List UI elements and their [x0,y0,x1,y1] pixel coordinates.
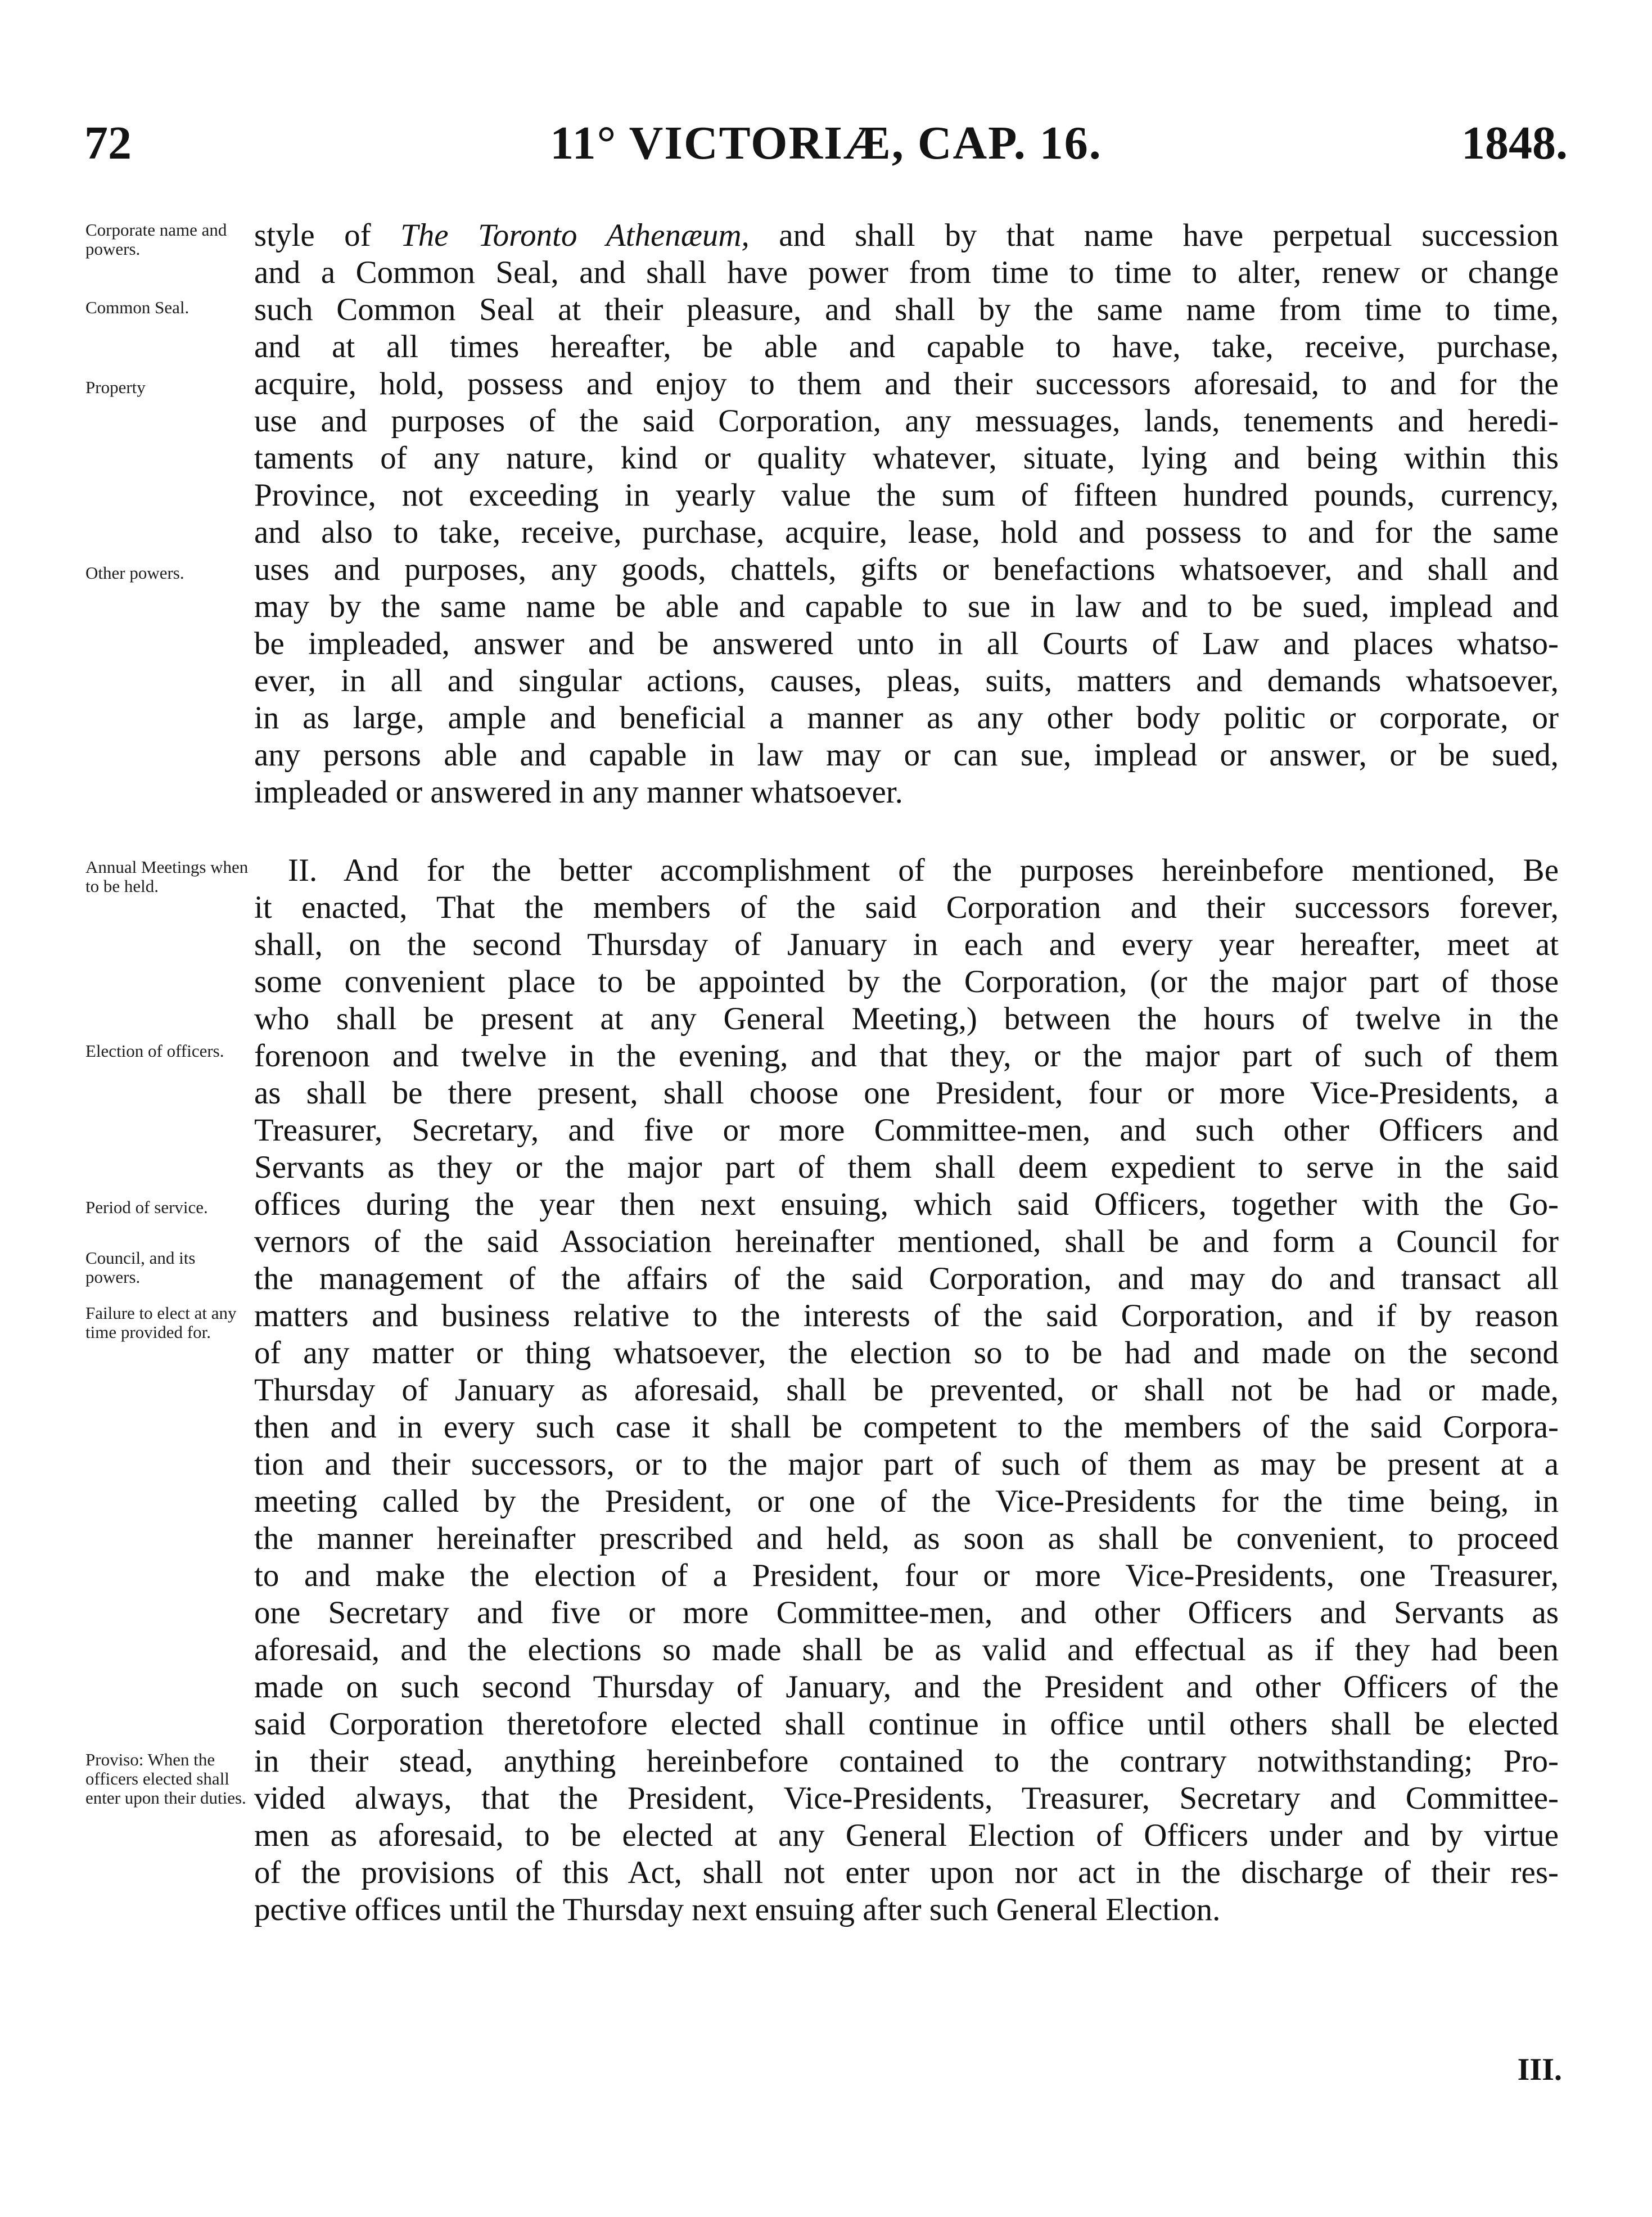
text-line: made on such second Thursday of January, and the President and other Officers of the [254,1669,1559,1705]
text-line: then and in every such case it shall be competent to the members of the said Corpora- [254,1409,1559,1445]
text-line: matters and business relative to the interests of the said Corporation, and if by reason [254,1298,1559,1333]
text-line: meeting called by the President, or one of the Vice-Presidents for the time being, in [254,1484,1559,1519]
text-line: it enacted, That the members of the said Corporation and their successors forever, [254,890,1559,925]
text-line: said Corporation theretofore elected shall continue in office until others shall be elected [254,1706,1559,1742]
margin-note-failure-to-elect: Failure to elect at any time provided for. [85,1303,237,1342]
text-line: Treasurer, Secretary, and five or more Committee-men, and such other Officers and [254,1112,1559,1148]
text-line: taments of any nature, kind or quality whatever, situate, lying and being within this [254,440,1559,476]
chapter-title: 11° VICTORIÆ, CAP. 16. [550,117,1102,169]
margin-note-property: Property [85,377,146,397]
margin-note-other-powers: Other powers. [85,563,184,583]
text-line: some convenient place to be appointed by the Corporation, (or the major part of those [254,964,1559,999]
text-line: and at all times hereafter, be able and capable to have, take, receive, purchase, [254,329,1559,364]
page-number: 72 [84,117,132,169]
text-line: shall, on the second Thursday of January in each and every year hereafter, meet at [254,927,1559,962]
text-line: style of The Toronto Athenæum, and shall by that name have perpetual succession [254,218,1559,253]
text-line: such Common Seal at their pleasure, and shall by the same name from time to time, [254,292,1559,327]
section-ii-start: II. And for the better accomplishment of the purposes hereinbefore mentioned, Be [288,853,1559,888]
text-line: forenoon and twelve in the evening, and that they, or the major part of such of them [254,1038,1559,1074]
text-line: of any matter or thing whatsoever, the election so to be had and made on the second [254,1335,1559,1371]
margin-note-proviso: Proviso: When the officers elected shall enter upon their duties. [85,1750,246,1808]
text-line: Servants as they or the major part of them shall deem expedient to serve in the said [254,1150,1559,1185]
text-line: aforesaid, and the elections so made shall be as valid and effectual as if they had been [254,1632,1559,1668]
text-line: Province, not exceeding in yearly value the sum of fifteen hundred pounds, currency, [254,477,1559,513]
text-line: and also to take, receive, purchase, acquire, lease, hold and possess to and for the same [254,515,1559,550]
text-line: be impleaded, answer and be answered unto in all Courts of Law and places whatso- [254,626,1559,661]
text-line: the management of the affairs of the said Corporation, and may do and transact all [254,1261,1559,1296]
text-line: men as aforesaid, to be elected at any General Election of Officers under and by virtue [254,1818,1559,1853]
margin-note-annual-meetings: Annual Meetings when to be held. [85,857,249,896]
text-line: vernors of the said Association hereinafter mentioned, shall be and form a Council for [254,1224,1559,1259]
running-header [84,112,1568,174]
text-line: use and purposes of the said Corporation, any messuages, lands, tenements and heredi- [254,403,1559,439]
margin-note-corporate-name: Corporate name and powers. [85,220,227,259]
text-line: one Secretary and five or more Committee-men, and other Officers and Servants as [254,1595,1559,1630]
margin-note-period-of-service: Period of service. [85,1197,208,1217]
corporation-name: The Toronto Athenæum, [400,218,750,253]
margin-note-council-powers: Council, and its powers. [85,1248,196,1287]
text-line: the manner hereinafter prescribed and held, as soon as shall be convenient, to proceed [254,1521,1559,1556]
text-line: who shall be present at any General Meeting,) between the hours of twelve in the [254,1001,1559,1037]
text-line: vided always, that the President, Vice-Presidents, Treasurer, Secretary and Committee- [254,1781,1559,1816]
text-line: impleaded or answered in any manner whatsoever. [254,774,903,810]
text-line: in as large, ample and beneficial a manner as any other body politic or corporate, or [254,700,1559,736]
text-line: any persons able and capable in law may or can sue, implead or answer, or be sued, [254,737,1559,773]
text-line: offices during the year then next ensuing, which said Officers, together with the Go- [254,1187,1559,1222]
text-line: pective offices until the Thursday next ensuing after such General Election. [254,1892,1221,1927]
text-line: ever, in all and singular actions, causes, pleas, suits, matters and demands whatsoever, [254,663,1559,699]
text-line: uses and purposes, any goods, chattels, gifts or benefactions whatsoever, and shall and [254,552,1559,587]
text-line: Thursday of January as aforesaid, shall be prevented, or shall not be had or made, [254,1372,1559,1408]
text-line: tion and their successors, or to the major part of such of them as may be present at a [254,1447,1559,1482]
text-line: in their stead, anything hereinbefore contained to the contrary notwithstanding; Pro- [254,1743,1559,1779]
margin-note-common-seal: Common Seal. [85,298,189,317]
text-line: of the provisions of this Act, shall not enter upon nor act in the discharge of their res- [254,1855,1559,1890]
text-line: as shall be there present, shall choose one President, four or more Vice-Presidents, a [254,1075,1559,1111]
text-line: acquire, hold, possess and enjoy to them and their successors aforesaid, to and for the [254,366,1559,402]
text-line: to and make the election of a President, four or more Vice-Presidents, one Treasurer, [254,1558,1559,1593]
catchword: III. [1517,2052,1562,2087]
text-line: may by the same name be able and capable to sue in law and to be sued, implead and [254,589,1559,624]
text-line: and a Common Seal, and shall have power from time to time to alter, renew or change [254,255,1559,290]
margin-note-election-of-officers: Election of officers. [85,1041,224,1061]
header-year: 1848. [1461,117,1568,169]
